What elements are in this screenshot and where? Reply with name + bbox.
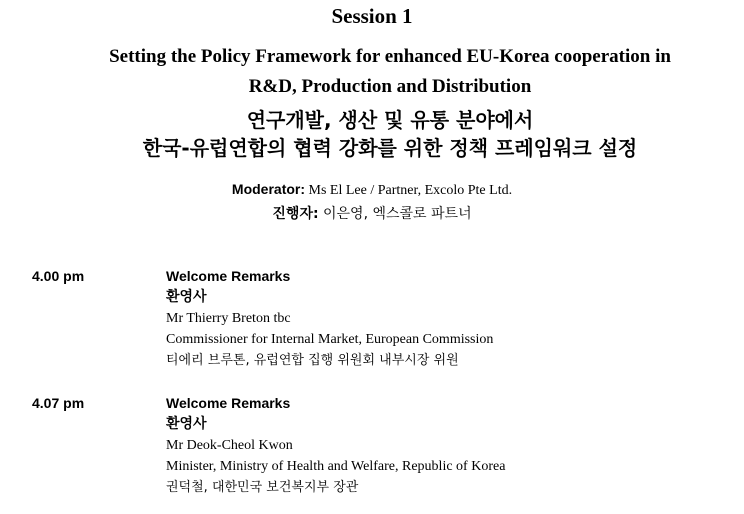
- agenda-heading: Welcome Remarks: [166, 395, 291, 411]
- agenda-time: 4.07 pm: [32, 395, 85, 411]
- agenda-heading: Welcome Remarks: [166, 268, 291, 284]
- speaker-name: Mr Deok-Cheol Kwon: [166, 438, 293, 453]
- agenda-heading-ko: 환영사: [166, 289, 207, 305]
- agenda-heading-ko: 환영사: [166, 416, 207, 432]
- moderator-value: Ms El Lee / Partner, Excolo Pte Ltd.: [305, 183, 513, 198]
- session-title: Session 1: [331, 4, 413, 28]
- agenda-time: 4.00 pm: [32, 268, 85, 284]
- speaker-name: Mr Thierry Breton tbc: [166, 311, 291, 326]
- speaker-role: Minister, Ministry of Health and Welfare, Republic of Korea: [166, 459, 506, 474]
- moderator-value-ko: 이은영, 엑스콜로 파트너: [318, 206, 472, 222]
- moderator-line-ko: [0, 203, 744, 223]
- speaker-role-ko: 티에리 브루톤, 유럽연합 집행 위원회 내부시장 위원: [166, 353, 459, 368]
- session-subtitle-en-line1: Setting the Policy Framework for enhanced EU-Korea cooperation in: [109, 46, 671, 67]
- moderator-label-ko: 진행자:: [272, 206, 319, 222]
- moderator-line: [0, 181, 744, 199]
- moderator-label: Moderator:: [231, 181, 306, 197]
- speaker-role: Commissioner for Internal Market, European Commission: [166, 332, 494, 347]
- agenda-body: [166, 393, 736, 498]
- speaker-role-ko: 권덕철, 대한민국 보건복지부 장관: [166, 480, 359, 495]
- session-subtitle-ko-line1: 연구개발, 생산 및 유통 분야에서: [246, 108, 534, 132]
- session-subtitle-ko-line2: 한국-유럽연합의 협력 강화를 위한 정책 프레임워크 설정: [142, 136, 638, 160]
- session-subtitle-en-line2: R&D, Production and Distribution: [248, 76, 532, 97]
- agenda-body: [166, 266, 736, 371]
